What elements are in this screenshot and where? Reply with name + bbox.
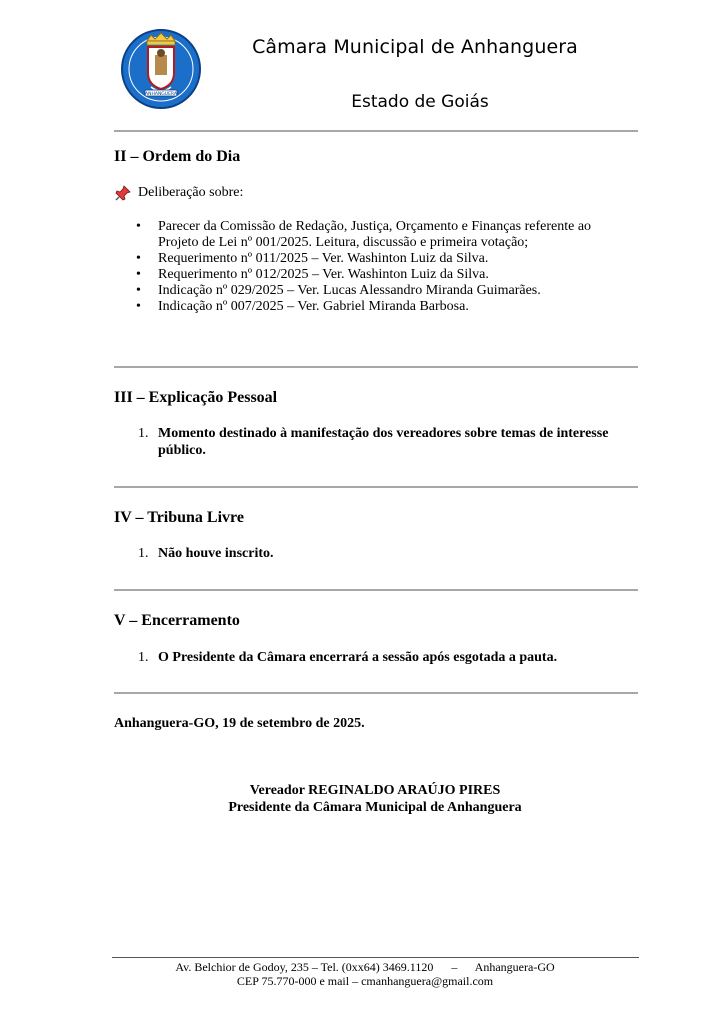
item-number: 1. <box>138 546 149 561</box>
section-heading-encerramento: V – Encerramento <box>114 612 240 629</box>
pushpin-icon <box>115 185 131 201</box>
list-item: • Requerimento nº 011/2025 – Ver. Washinton Luiz da Silva. <box>136 251 489 266</box>
footer-address: Av. Belchior de Godoy, 235 – Tel. (0xx64) 3469.1120 – Anhanguera-GO <box>175 960 555 974</box>
item-text: Momento destinado à manifestação dos vereadores sobre temas de interesse público. <box>158 426 609 458</box>
list-item: • Indicação nº 029/2025 – Ver. Lucas Alessandro Miranda Guimarães. <box>136 283 541 298</box>
section-divider <box>114 589 638 591</box>
deliberation-intro: Deliberação sobre: <box>138 185 244 200</box>
coat-of-arms-icon <box>121 29 201 109</box>
bullet-icon: • <box>136 219 141 234</box>
page-subtitle: Estado de Goiás <box>351 92 489 112</box>
list-item: • Parecer da Comissão de Redação, Justiça, Orçamento e Finanças referente ao Projeto de Lei nº 001/2025. Leitura, discussão e primeira votação; <box>136 219 592 250</box>
crest-text: ANHANGUERA <box>145 92 177 97</box>
bullet-icon: • <box>136 283 141 298</box>
item-text: Não houve inscrito. <box>158 546 274 561</box>
item-text: O Presidente da Câmara encerrará a sessão após esgotada a pauta. <box>158 650 558 665</box>
page-title: Câmara Municipal de Anhanguera <box>252 36 578 58</box>
section-divider <box>114 366 638 368</box>
signatory-name: Vereador REGINALDO ARAÚJO PIRES <box>249 783 501 798</box>
numbered-item <box>138 545 638 562</box>
numbered-item <box>138 649 638 666</box>
bullet-icon: • <box>136 251 141 266</box>
section-heading-ordem-do-dia: II – Ordem do Dia <box>114 148 241 165</box>
item-number: 1. <box>138 426 149 441</box>
document-date: Anhanguera-GO, 19 de setembro de 2025. <box>114 716 365 731</box>
footer-contact: CEP 75.770-000 e mail – cmanhanguera@gmail.com <box>236 974 494 988</box>
signatory-role: Presidente da Câmara Municipal de Anhanguera <box>228 800 522 815</box>
list-item: • Requerimento nº 012/2025 – Ver. Washinton Luiz da Silva. <box>136 267 489 282</box>
municipal-crest-logo <box>121 29 201 109</box>
item-number: 1. <box>138 650 149 665</box>
footer-divider <box>112 957 639 958</box>
bullet-icon: • <box>136 299 141 314</box>
section-heading-tribuna-livre: IV – Tribuna Livre <box>114 509 244 526</box>
list-item: • Indicação nº 007/2025 – Ver. Gabriel Miranda Barbosa. <box>136 299 469 314</box>
bullet-icon: • <box>136 267 141 282</box>
section-divider <box>114 486 638 488</box>
agenda-bullet-list <box>118 219 628 315</box>
header-divider <box>114 130 638 132</box>
numbered-item <box>138 425 638 459</box>
section-heading-explicacao-pessoal: III – Explicação Pessoal <box>114 389 278 406</box>
section-divider <box>114 692 638 694</box>
